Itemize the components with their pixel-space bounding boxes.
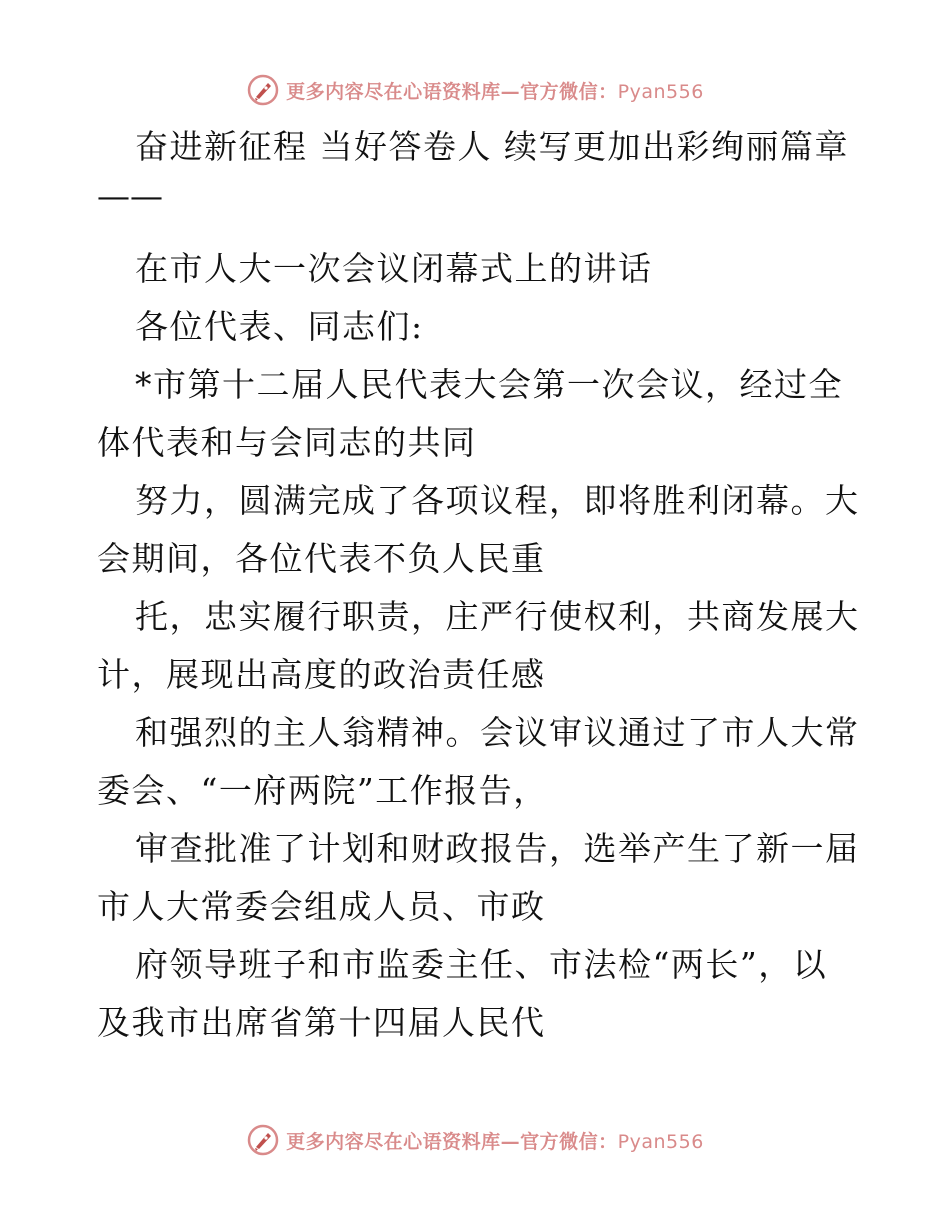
paragraph-3-line-2: 计，展现出高度的政治责任感 <box>97 655 546 694</box>
paragraph-5-line-1: 审查批准了计划和财政报告，选举产生了新一届 <box>135 829 860 868</box>
pen-nib-logo-icon <box>246 1123 280 1157</box>
watermark-text: 更多内容尽在心语资料库—官方微信：Pyan556 <box>286 80 704 103</box>
document-body <box>97 118 860 1052</box>
watermark-text: 更多内容尽在心语资料库—官方微信：Pyan556 <box>286 1130 704 1153</box>
pen-nib-logo-icon <box>246 73 280 107</box>
paragraph-5-line-2: 市人大常委会组成人员、市政 <box>97 887 546 926</box>
paragraph-3-line-1: 托，忠实履行职责，庄严行使权利，共商发展大 <box>135 597 860 636</box>
paragraph-1-line-2: 体代表和与会同志的共同 <box>97 423 477 462</box>
paragraph-6-line-2: 及我市出席省第十四届人民代 <box>97 1003 546 1042</box>
document-title: 奋进新征程 当好答卷人 续写更加出彩绚丽篇章 <box>135 127 849 166</box>
watermark-header <box>0 70 950 110</box>
paragraph-6-line-1: 府领导班子和市监委主任、市法检“两长”，以 <box>135 945 828 984</box>
paragraph-1-line-1: *市第十二届人民代表大会第一次会议，经过全 <box>135 365 843 404</box>
document-subtitle: 在市人大一次会议闭幕式上的讲话 <box>135 249 653 288</box>
watermark-wechat-id: Pyan556 <box>617 80 704 103</box>
watermark-footer <box>0 1120 950 1160</box>
watermark-wechat-id: Pyan556 <box>617 1130 704 1153</box>
title-dash: —— <box>97 176 163 215</box>
paragraph-2-line-2: 会期间，各位代表不负人民重 <box>97 539 546 578</box>
paragraph-4-line-1: 和强烈的主人翁精神。会议审议通过了市人大常 <box>135 713 860 752</box>
paragraph-2-line-1: 努力，圆满完成了各项议程，即将胜利闭幕。大 <box>135 481 860 520</box>
paragraph-4-line-2: 委会、“一府两院”工作报告， <box>97 771 548 810</box>
salutation: 各位代表、同志们: <box>135 307 424 346</box>
